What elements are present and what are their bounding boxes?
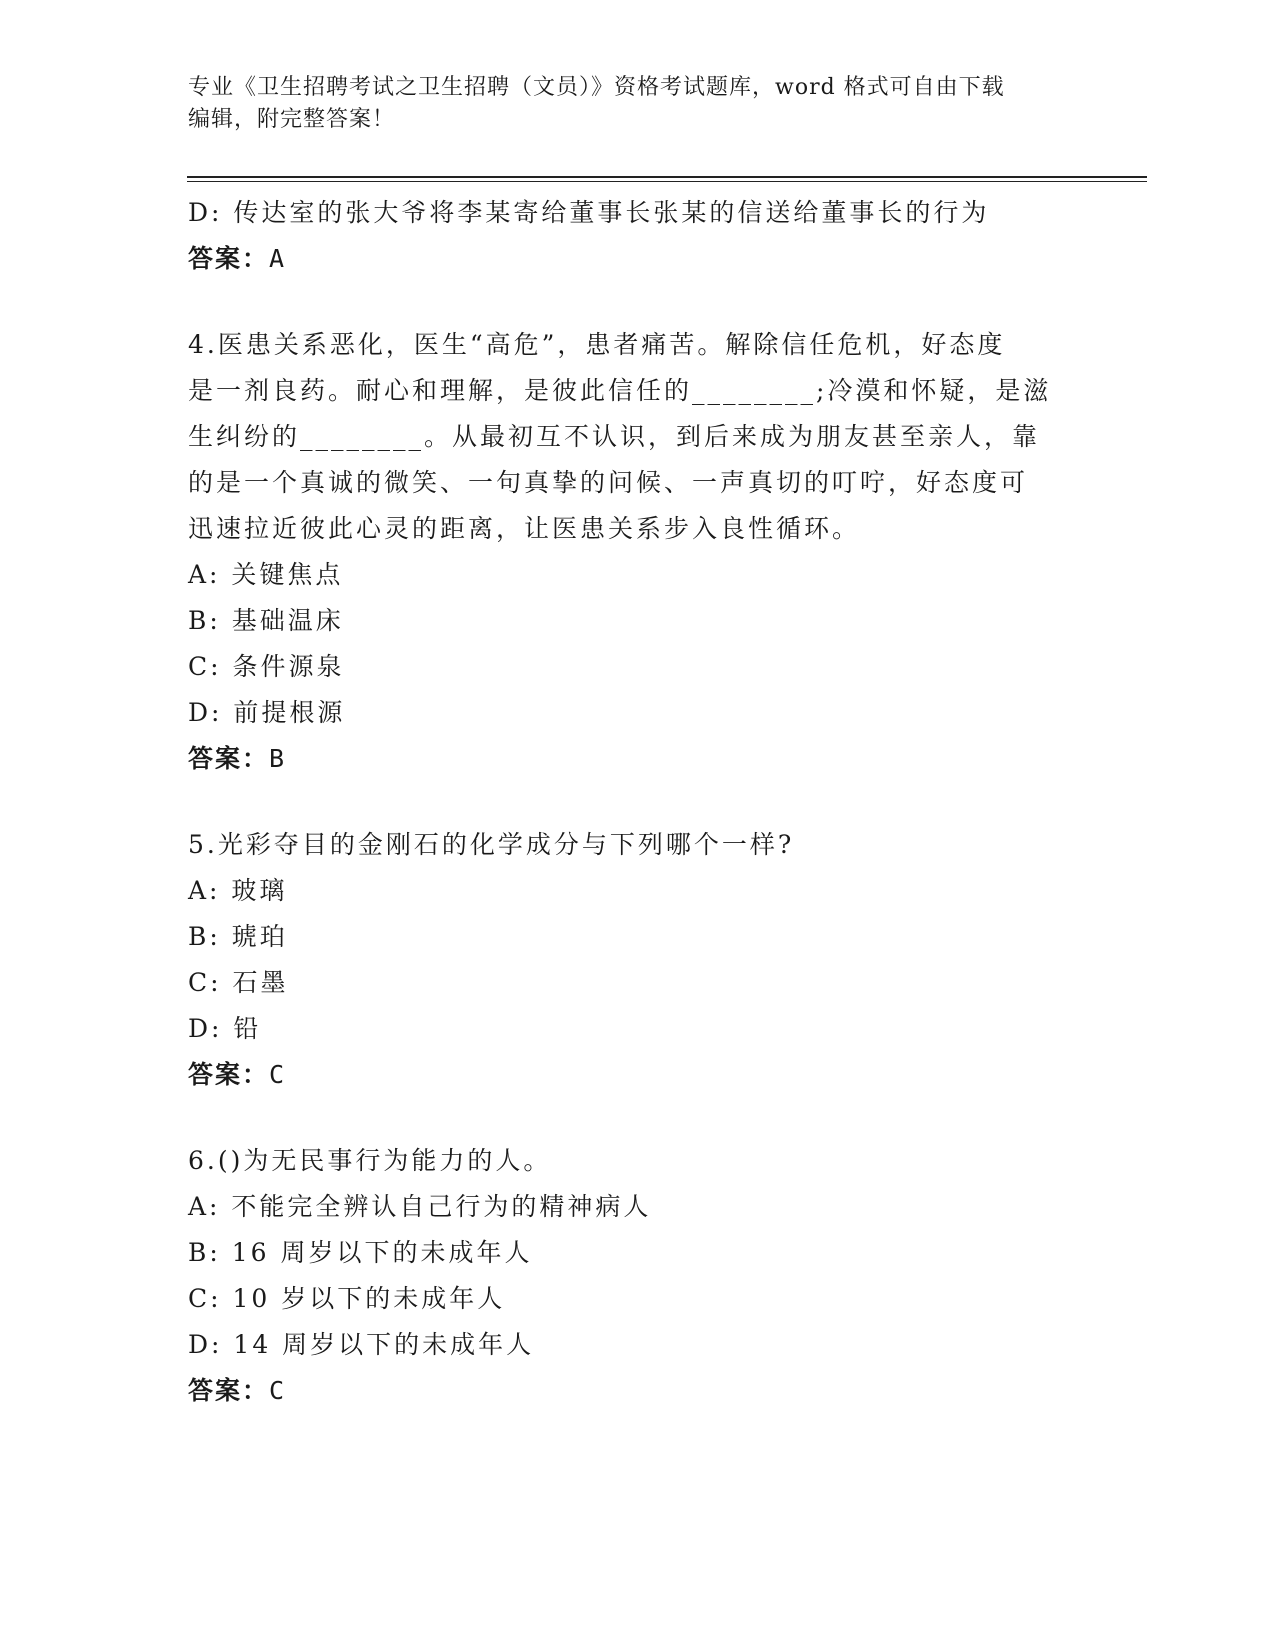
option-d: D: 前提根源 <box>188 698 346 727</box>
header-title-line-1: 专业《卫生招聘考试之卫生招聘（文员）》资格考试题库，word 格式可自由下载 <box>188 75 1005 100</box>
answer-label: 答案： <box>188 1060 270 1089</box>
answer-label: 答案： <box>188 744 270 773</box>
question-stem-line: 迅速拉近彼此心灵的距离，让医患关系步入良性循环。 <box>188 514 861 543</box>
question-spacer <box>188 1098 1068 1138</box>
answer-value: A <box>269 244 286 273</box>
header-divider-thin <box>187 181 1147 182</box>
question-spacer <box>188 782 1068 822</box>
answer-value: B <box>269 744 286 773</box>
carryover-option-d: D: 传达室的张大爷将李某寄给董事长张某的信送给董事长的行为 <box>188 198 990 227</box>
option-c: C: 10 岁以下的未成年人 <box>188 1284 506 1313</box>
document-header <box>188 72 1068 136</box>
option-d: D: 铅 <box>188 1014 262 1043</box>
option-b: B: 基础温床 <box>188 606 344 635</box>
option-b: B: 16 周岁以下的未成年人 <box>188 1238 533 1267</box>
option-b: B: 琥珀 <box>188 922 288 951</box>
option-a: A: 不能完全辨认自己行为的精神病人 <box>188 1192 652 1221</box>
question-4 <box>188 322 1068 782</box>
carryover-answer <box>188 236 1068 282</box>
question-5 <box>188 822 1068 1098</box>
question-stem-line: 的是一个真诚的微笑、一句真挚的问候、一声真切的叮咛，好态度可 <box>188 468 1029 497</box>
question-answer <box>188 1368 1068 1414</box>
question-6 <box>188 1138 1068 1414</box>
option-a: A: 关键焦点 <box>188 560 344 589</box>
question-answer <box>188 1052 1068 1098</box>
answer-value: C <box>269 1376 286 1405</box>
question-content <box>188 190 1068 1414</box>
option-c: C: 条件源泉 <box>188 652 345 681</box>
question-spacer <box>188 282 1068 322</box>
question-stem-line: 是一剂良药。耐心和理解，是彼此信任的________;冷漠和怀疑，是滋 <box>188 376 1052 405</box>
question-stem-line: 生纠纷的________。从最初互不认识，到后来成为朋友甚至亲人，靠 <box>188 422 1041 451</box>
answer-label: 答案： <box>188 244 270 273</box>
option-a: A: 玻璃 <box>188 876 288 905</box>
header-divider-thick <box>187 176 1147 178</box>
question-stem-line: 4.医患关系恶化，医生“高危”，患者痛苦。解除信任危机，好态度 <box>188 330 1006 359</box>
question-stem-line: 5.光彩夺目的金刚石的化学成分与下列哪个一样? <box>188 830 795 859</box>
question-stem-line: 6.()为无民事行为能力的人。 <box>188 1146 552 1175</box>
header-title-line-2: 编辑，附完整答案！ <box>188 107 396 132</box>
answer-value: C <box>269 1060 286 1089</box>
question-answer <box>188 736 1068 782</box>
option-c: C: 石墨 <box>188 968 289 997</box>
answer-label: 答案： <box>188 1376 270 1405</box>
option-d: D: 14 周岁以下的未成年人 <box>188 1330 535 1359</box>
